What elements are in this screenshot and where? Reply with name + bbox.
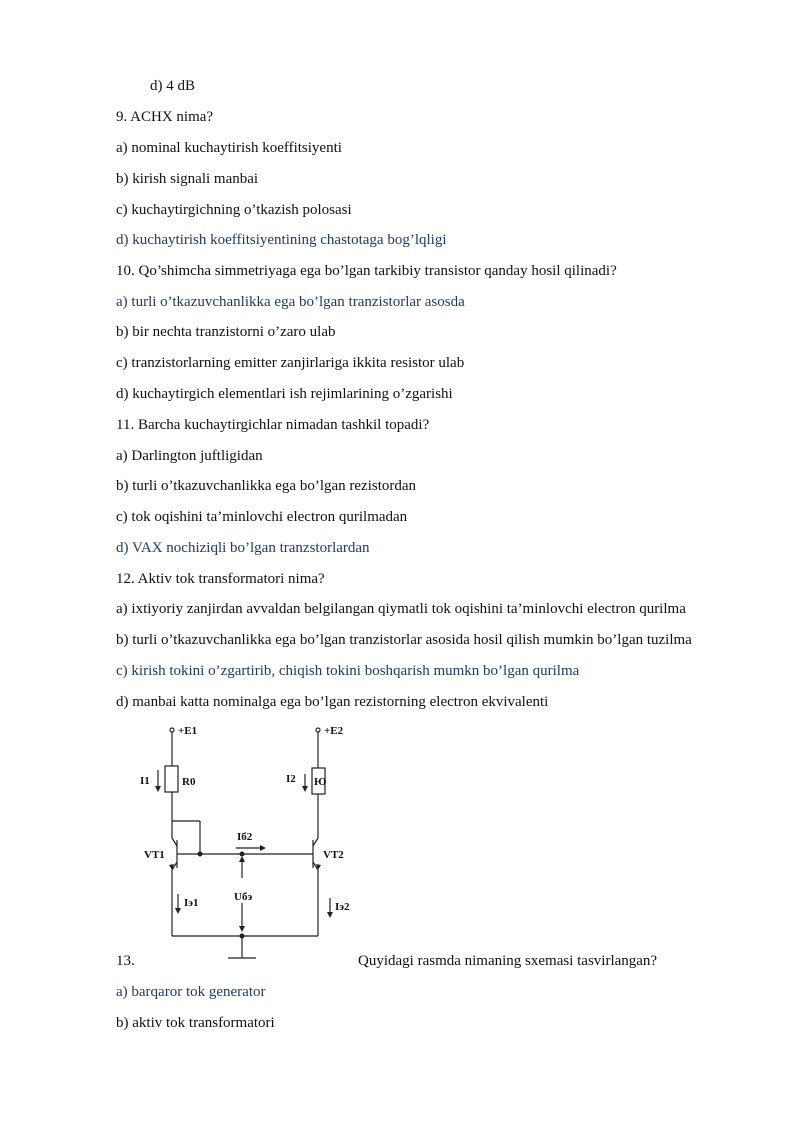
question-line: Quyidagi rasmda nimaning sxemasi tasvirlangan? (358, 953, 658, 969)
question-number: 13. (116, 953, 135, 969)
label-load: Ю (314, 776, 327, 788)
label-e1: +E1 (178, 725, 198, 737)
current-mirror-circuit-diagram (130, 718, 370, 963)
correct-option-line: d) VAX nochiziqli bo’lgan tranzstorlardan (116, 540, 370, 556)
option-line: c) tok oqishini ta’minlovchi electron qurilmadan (116, 509, 408, 525)
option-line: d) 4 dB (150, 78, 195, 94)
correct-option-line: d) kuchaytirish koeffitsiyentining chastotaga bog’lqligi (116, 232, 447, 248)
question-line: 10. Qo’shimcha simmetriyaga ega bo’lgan tarkibiy transistor qanday hosil qilinadi? (116, 263, 617, 279)
label-i1: I1 (140, 775, 150, 787)
correct-option-line: a) barqaror tok generator (116, 984, 266, 1000)
label-i2: I2 (286, 773, 296, 785)
option-line: b) aktiv tok transformatori (116, 1015, 275, 1031)
option-line: b) turli o’tkazuvchanlikka ega bo’lgan rezistordan (116, 478, 417, 494)
option-line: a) Darlington juftligidan (116, 448, 263, 464)
option-line: d) manbai katta nominalga ega bo’lgan rezistorning electron ekvivalenti (116, 694, 549, 710)
option-line: b) kirish signali manbai (116, 171, 259, 187)
option-line: a) ixtiyoriy zanjirdan avvaldan belgilangan qiymatli tok oqishini ta’minlovchi electron qurilma (116, 601, 686, 617)
option-line: c) tranzistorlarning emitter zanjirlariga ikkita resistor ulab (116, 355, 465, 371)
label-ib2: Iб2 (237, 831, 253, 843)
label-r0: R0 (182, 776, 196, 788)
option-line: a) nominal kuchaytirish koeffitsiyenti (116, 140, 342, 156)
label-vt1: VT1 (144, 849, 165, 861)
option-line: c) kuchaytirgichning o’tkazish polosasi (116, 202, 352, 218)
label-vt2: VT2 (323, 849, 344, 861)
option-line: b) bir nechta tranzistorni o’zaro ulab (116, 324, 336, 340)
correct-option-line: a) turli o’tkazuvchanlikka ega bo’lgan tranzistorlar asosda (116, 294, 465, 310)
option-line: d) kuchaytirgich elementlari ish rejimlarining o’zgarishi (116, 386, 453, 402)
label-ie2: Iэ2 (335, 901, 350, 913)
question-line: 12. Aktiv tok transformatori nima? (116, 571, 325, 587)
correct-option-line: c) kirish tokini o’zgartirib, chiqish tokini boshqarish mumkn bo’lgan qurilma (116, 663, 580, 679)
question-line: 11. Barcha kuchaytirgichlar nimadan tashkil topadi? (116, 417, 430, 433)
label-e2: +E2 (324, 725, 344, 737)
question-line: 9. ACHX nima? (116, 109, 214, 125)
label-ube: Uбэ (234, 891, 253, 903)
label-ie1: Iэ1 (184, 897, 199, 909)
option-line: b) turli o’tkazuvchanlikka ega bo’lgan tranzistorlar asosida hosil qilish mumkin bo’lgan tuzilma (116, 632, 692, 648)
